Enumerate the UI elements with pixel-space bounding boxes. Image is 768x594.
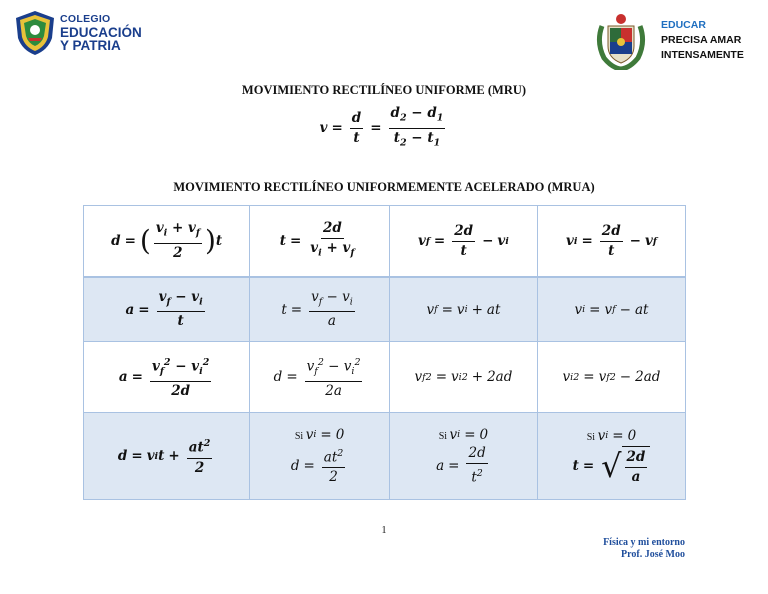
condition-label: Si: [294, 430, 304, 442]
formula-cell-d-from-rest: Si v i = 0 d = $\frac{at^2}{2}$: [250, 413, 390, 500]
formula-cell-d-average-velocity: d = ( $\frac{v_i + v_f}{2}$ ) t: [84, 206, 250, 278]
formula-cell-vf-torricelli: v f 2 = v i 2 + 2ad: [389, 342, 537, 413]
formula-cell-t-from-a: t = $\frac{v_f - v_i}{a}$: [250, 277, 390, 342]
formula-cell-vi-torricelli: v i 2 = v f 2 − 2ad: [537, 342, 685, 413]
formula-cell-acceleration: a = $\frac{v_f - v_i}{t}$: [84, 277, 250, 342]
table-row: [84, 342, 686, 413]
motto-line1: EDUCAR: [661, 19, 706, 31]
mrua-formula-table: [83, 205, 686, 500]
formula-cell-a-torricelli: a = $\frac{v_f^2 - v_i^2}{2d}$: [84, 342, 250, 413]
table-row: [84, 413, 686, 500]
school-logo: [14, 10, 164, 60]
condition-label: Si: [438, 430, 448, 442]
school-motto: [661, 18, 744, 63]
formula-cell-vf-from-d: v f = $\frac{2d}{t}$ − v i: [389, 206, 537, 278]
page-number: 1: [381, 525, 387, 536]
formula-cell-vi-from-d: v i = $\frac{2d}{t}$ − v f: [537, 206, 685, 278]
formula-cell-vf-from-a: v f = v i + at: [389, 277, 537, 342]
formula-cell-t-average-velocity: t = $\frac{2d}{v_i + v_f}$: [250, 206, 390, 278]
school-shield-logo-icon: [14, 10, 56, 56]
school-name-line1: COLEGIO: [60, 13, 111, 25]
footer-teacher: Prof. José Moo: [621, 549, 685, 560]
formula-cell-t-from-rest: Si v i = 0 t = √ $\frac{2d}{a}$: [537, 413, 685, 500]
condition-label: Si: [586, 431, 596, 443]
motto-line3: INTENSAMENTE: [661, 49, 744, 61]
mru-formula: v = $\frac{d}{t}$ = $\frac{d_2 - d_1}{t_2 - t_1}$: [319, 105, 444, 149]
formula-cell-d-torricelli: d = $\frac{v_f^2 - v_i^2}{2a}$: [250, 342, 390, 413]
school-name: [60, 13, 142, 52]
motto-line2: PRECISA AMAR: [661, 34, 742, 46]
mru-title: MOVIMIENTO RECTILÍNEO UNIFORME (MRU): [241, 83, 527, 97]
formula-cell-a-from-rest: Si v i = 0 a = $\frac{2d}{t^2}$: [389, 413, 537, 500]
table-row: [84, 277, 686, 342]
formula-cell-d-position: d = v i t + $\frac{at^2}{2}$: [84, 413, 250, 500]
school-name-line2: EDUCACIÓN: [60, 25, 142, 40]
formula-cell-vi-from-a: v i = v f − at: [537, 277, 685, 342]
mrua-title: MOVIMIENTO RECTILÍNEO UNIFORMEMENTE ACELERADO (MRUA): [173, 180, 595, 194]
coat-of-arms-crest-icon: [594, 12, 648, 70]
table-row: [84, 206, 686, 278]
school-name-line3: Y PATRIA: [60, 38, 121, 53]
footer-course: Física y mi entorno: [603, 537, 685, 548]
page-footer: [603, 537, 685, 561]
